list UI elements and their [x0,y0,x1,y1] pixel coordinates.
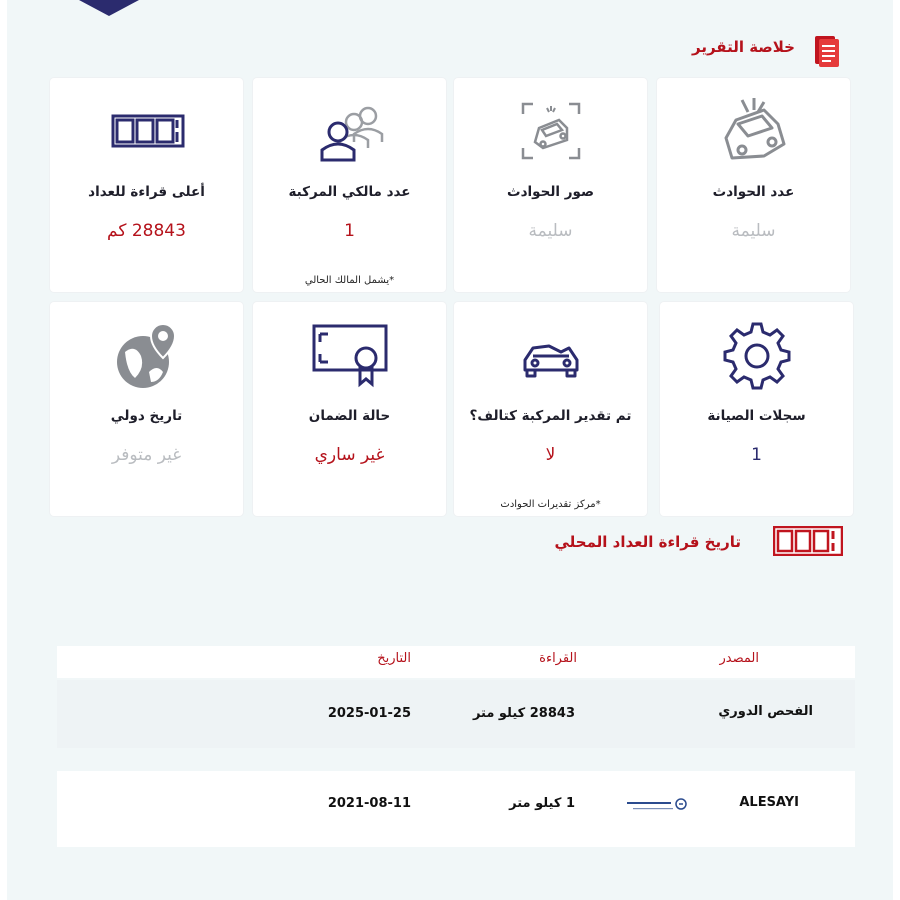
row-reading: 28843 كيلو متر [472,706,575,721]
card-value: لا [545,445,556,465]
card-label: حالة الضمان [308,408,391,424]
card-label: أعلى قراءة للعداد [88,184,205,200]
card-value: غير متوفر [111,445,182,465]
row-source: الفحص الدوري [718,704,813,719]
card-max-odometer[interactable] [50,78,243,292]
card-value: 1 [751,445,762,465]
damaged-car-icon [712,98,796,168]
card-value: 1 [344,221,355,241]
table-row [57,771,855,847]
card-label: تم تقدير المركبة كتالف؟ [469,408,632,424]
card-accident-photos[interactable] [454,78,647,292]
globe-pin-icon [105,322,189,392]
odometer-title-icon [773,526,843,556]
certificate-icon [308,322,392,392]
card-label: صور الحوادث [507,184,594,200]
row-date: 2025-01-25 [327,706,411,721]
card-value: سليمة [731,221,776,241]
owners-icon [308,98,392,168]
card-accidents-count[interactable] [657,78,850,292]
row-reading: 1 كيلو متر [509,796,575,811]
card-value: سليمة [528,221,573,241]
card-international-history[interactable] [50,302,243,516]
summary-title: خلاصة التقرير [691,38,795,56]
report-page [7,0,893,900]
card-value: غير ساري [314,445,385,465]
left-margin [0,0,7,900]
card-warranty-status[interactable] [253,302,446,516]
table-header [57,646,855,678]
car-photo-icon [509,98,593,168]
column-reading: القراءة [539,651,577,666]
card-label: عدد الحوادث [712,184,795,200]
row-date: 2021-08-11 [327,796,411,811]
card-label: عدد مالكي المركبة [288,184,411,200]
alesayi-logo [623,795,693,817]
column-source: المصدر [719,651,759,666]
table-row [57,680,855,748]
card-maintenance-records[interactable] [660,302,853,516]
card-note: *مركز تقديرات الحوادث [500,499,601,510]
row-source: ALESAYI [739,795,799,810]
wrecked-car-icon [509,322,593,392]
card-total-loss[interactable] [454,302,647,516]
card-owners-count[interactable] [253,78,446,292]
card-label: تاريخ دولي [110,408,183,424]
report-icon [813,34,841,68]
odometer-history-title: تاريخ قراءة العداد المحلي [554,533,741,551]
column-date: التاريخ [377,651,411,666]
card-label: سجلات الصيانة [707,408,806,424]
corner-decoration [79,0,139,16]
gear-icon [715,322,799,392]
card-value: 28843 كم [107,221,186,241]
right-margin [893,0,900,900]
card-note: *يشمل المالك الحالي [304,275,395,286]
odometer-icon [105,98,189,168]
haraj-watermark [742,850,900,895]
